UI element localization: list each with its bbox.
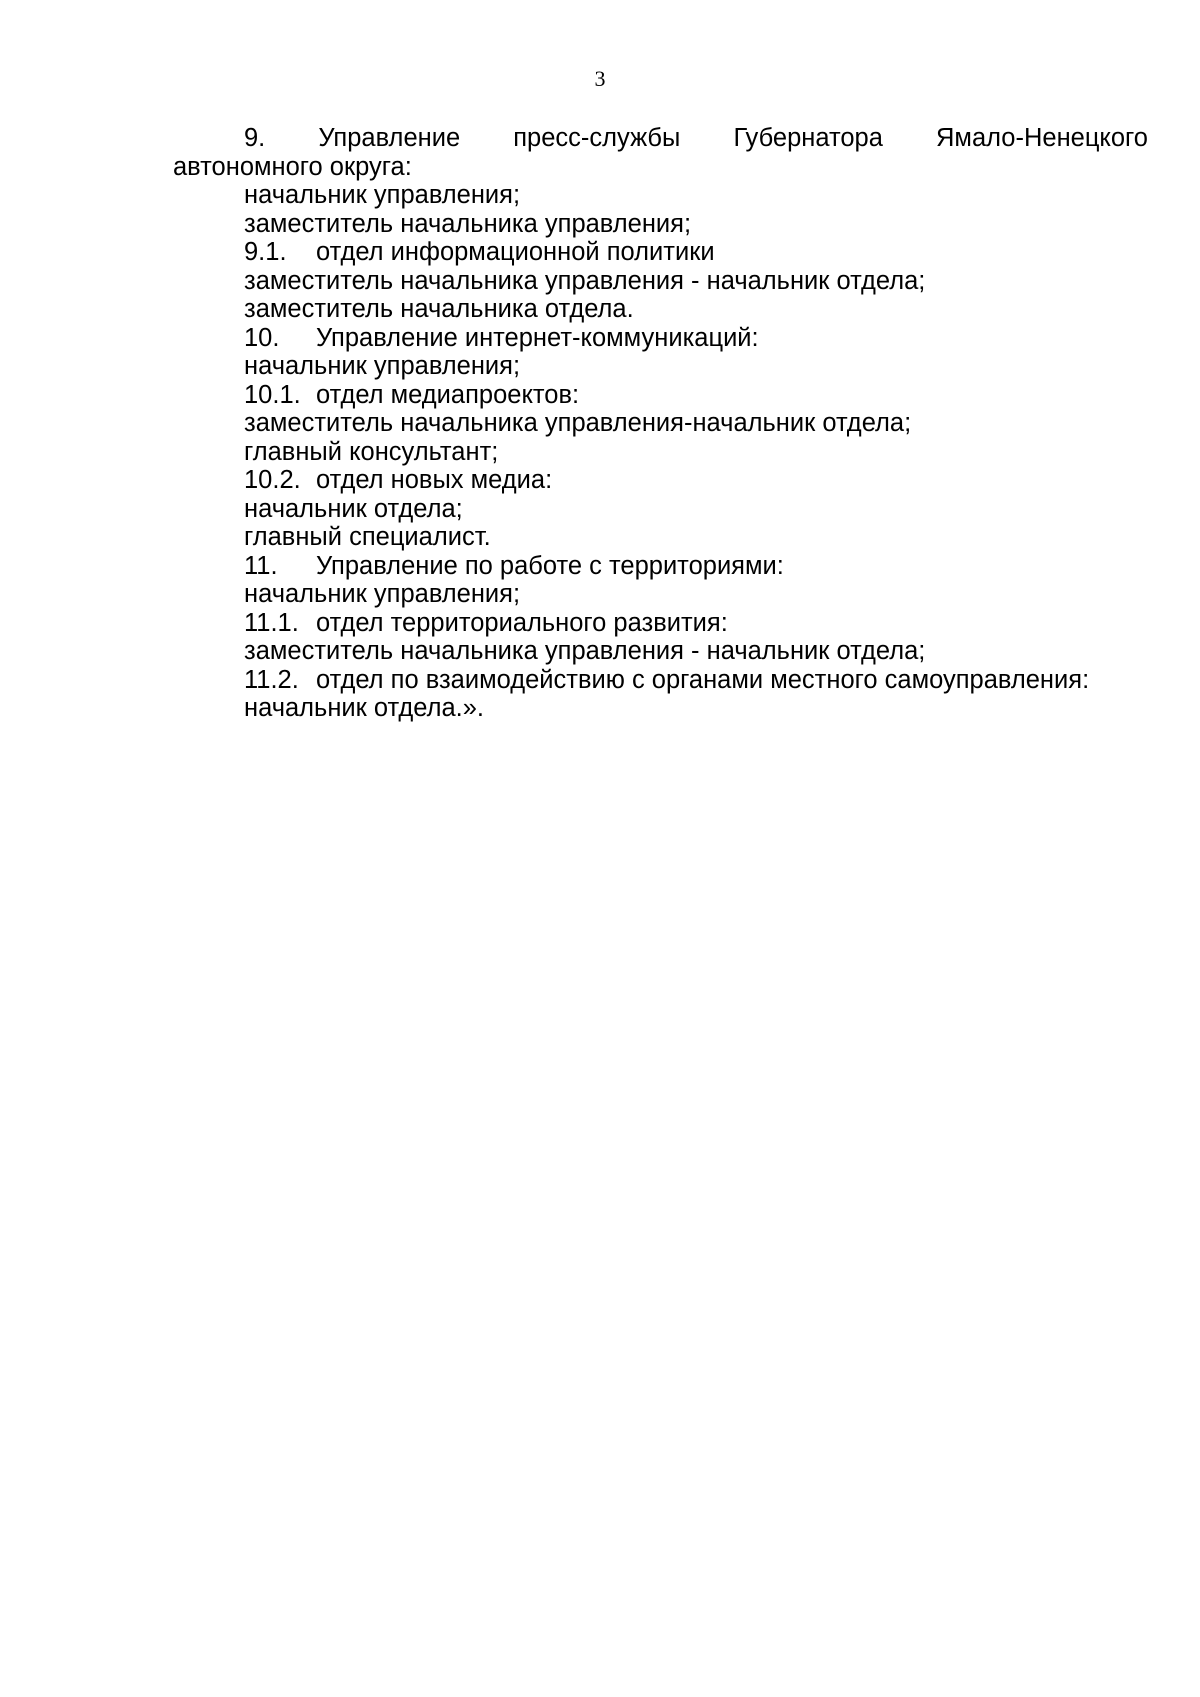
section-11-title: Управление по работе с территориями: [316, 551, 784, 580]
section-10-heading [173, 324, 1148, 353]
position-line: заместитель начальника отдела. [244, 295, 634, 323]
position-line: начальник управления; [244, 580, 521, 608]
subsection-number: 11.1. [244, 608, 299, 637]
position-line: главный консультант; [244, 437, 499, 466]
subsection-title: отдел по взаимодействию с органами местного самоуправления: [316, 665, 1090, 694]
subsection-9-1-heading [173, 238, 1148, 267]
section-9-heading-continuation: автономного округа: [173, 152, 412, 181]
subsection-10-1-heading [173, 381, 1148, 410]
document-body [173, 124, 1148, 723]
section-9-heading [173, 124, 1148, 153]
position-line: начальник отдела.». [244, 694, 484, 722]
section-9-number: 9. [244, 124, 266, 152]
subsection-number: 11.2. [244, 665, 299, 694]
page-number: 3 [594, 66, 606, 91]
subsection-11-2-heading [173, 666, 1148, 695]
subsection-number: 10.2. [244, 466, 301, 494]
position-line: заместитель начальника управления - начальник отдела; [244, 266, 926, 295]
position-line: начальник отдела; [244, 494, 463, 523]
subsection-11-1-heading [173, 609, 1148, 638]
section-10-title: Управление интернет-коммуникаций: [316, 323, 759, 352]
section-9-heading-word: Управление [318, 124, 461, 152]
section-11-number: 11. [244, 551, 278, 580]
subsection-title: отдел медиапроектов: [316, 380, 580, 409]
subsection-10-2-heading [173, 466, 1148, 495]
position-line: заместитель начальника управления - начальник отдела; [244, 637, 926, 665]
position-line: заместитель начальника управления-начальник отдела; [244, 409, 912, 437]
position-line: начальник управления; [244, 352, 521, 380]
subsection-title: отдел информационной политики [316, 238, 715, 266]
section-9-heading-word: пресс-службы [513, 124, 681, 152]
subsection-number: 10.1. [244, 380, 301, 409]
section-10-number: 10. [244, 323, 280, 352]
subsection-number: 9.1. [244, 238, 287, 266]
section-9-heading-word: Губернатора [733, 124, 883, 152]
subsection-title: отдел новых медиа: [316, 466, 553, 494]
section-9-heading-word: Ямало-Ненецкого [936, 124, 1148, 152]
subsection-title: отдел территориального развития: [316, 608, 728, 637]
section-11-heading [173, 552, 1148, 581]
position-line: главный специалист. [244, 523, 491, 551]
position-line: заместитель начальника управления; [244, 209, 692, 238]
position-line: начальник управления; [244, 181, 521, 209]
